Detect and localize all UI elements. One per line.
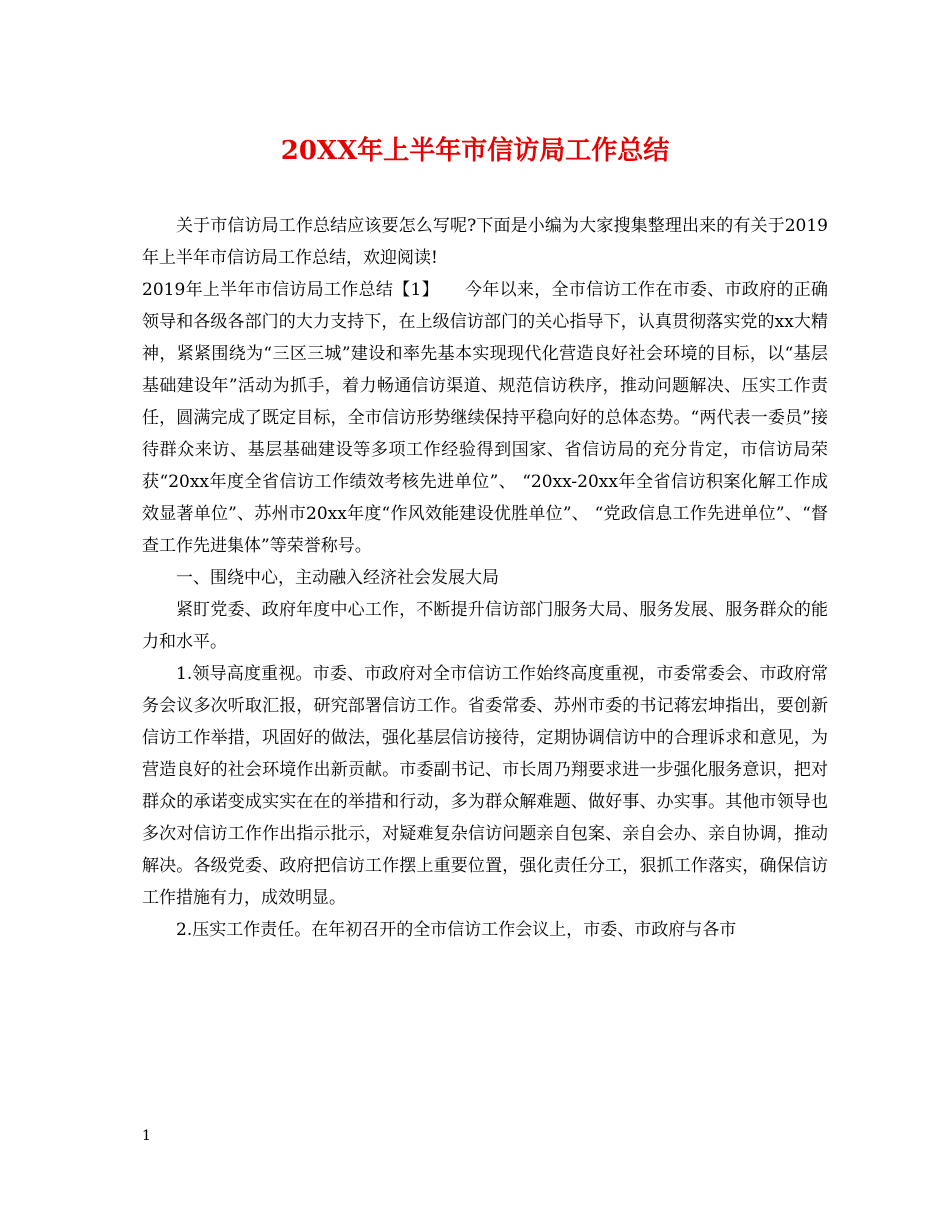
paragraph-item-1: 1.领导高度重视。市委、市政府对全市信访工作始终高度重视，市委常委会、市政府常务会议多次听取汇报，研究部署信访工作。省委常委、苏州市委的书记蒋宏坤指出，要创新信访工作举措，巩固好的做法，强化基层信访接待，定期协调信访中的合理诉求和意见，为营造良好的社会环境作出新贡献。市委副书记、市长周乃翔要求进一步强化服务意识，把对群众的承诺变成实实在在的举措和行动，多为群众解难题、做好事、办实事。其他市领导也多次对信访工作作出指示批示，对疑难复杂信访问题亲自包案、亲自会办、亲自协调，推动解决。各级党委、政府把信访工作摆上重要位置，强化责任分工，狠抓工作落实，确保信访工作措施有力，成效明显。 (142, 664, 828, 908)
document-body (142, 210, 828, 946)
page-number: 1 (142, 1128, 151, 1144)
paragraph-summary: 2019年上半年市信访局工作总结【1】 今年以来，全市信访工作在市委、市政府的正确领导和各级各部门的大力支持下，在上级信访部门的关心指导下，认真贯彻落实党的xx大精神，紧紧围绕为“三区三城”建设和率先基本实现现代化营造良好社会环境的目标，以“基层基础建设年”活动为抓手，着力畅通信访渠道、规范信访秩序，推动问题解决、压实工作责任，圆满完成了既定目标，全市信访形势继续保持平稳向好的总体态势。“两代表一委员”接待群众来访、基层基础建设等多项工作经验得到国家、省信访局的充分肯定，市信访局荣获“20xx年度全省信访工作绩效考核先进单位”、 “20xx-20xx年全省信访积案化解工作成效显著单位”、苏州市20xx年度“作风效能建设优胜单位”、 “党政信息工作先进单位”、“督查工作先进集体”等荣誉称号。 (142, 280, 828, 556)
paragraph-item-2: 2.压实工作责任。在年初召开的全市信访工作会议上，市委、市政府与各市 (176, 920, 737, 940)
paragraph-section-1: 紧盯党委、政府年度中心工作，不断提升信访部门服务大局、服务发展、服务群众的能力和水平。 (142, 600, 828, 652)
section-heading-1: 一、围绕中心，主动融入经济社会发展大局 (176, 568, 499, 588)
document-title: 20XX年上半年市信访局工作总结 (280, 136, 670, 166)
paragraph-intro: 关于市信访局工作总结应该要怎么写呢?下面是小编为大家搜集整理出来的有关于2019年上半年市信访局工作总结，欢迎阅读! (142, 216, 828, 268)
